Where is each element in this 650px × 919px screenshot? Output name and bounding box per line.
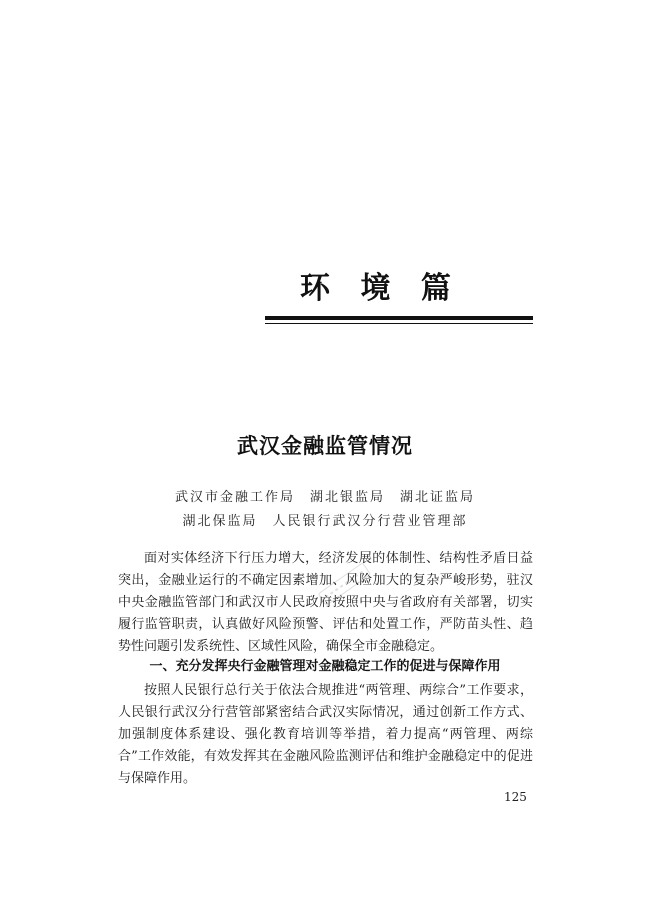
body-paragraph-1: 按照人民银行总行关于依法合规推进“两管理、两综合”工作要求，人民银行武汉分行营管部紧密结合武汉实际情况，通过创新工作方式、加强制度体系建设、强化教育培训等举措，着力提高“两管理、两综合”工作效能，有效发挥其在金融风险监测评估和维护金融稳定中的促进与保障作用。 xyxy=(118,683,533,786)
intro-paragraph: 面对实体经济下行压力增大，经济发展的体制性、结构性矛盾日益突出，金融业运行的不确定因素增加、风险加大的复杂严峻形势，驻汉中央金融监管部门和武汉市人民政府按照中央与省政府有关部署，切实履行监管职责，认真做好风险预警、评估和处置工作，严防苗头性、趋势性问题引发系统性、区域性风险，确保全市金融稳定。 xyxy=(118,551,533,654)
section-heading-1: 一、充分发挥央行金融管理对金融稳定工作的促进与保障作用 xyxy=(149,659,501,674)
section-rule-thin xyxy=(265,323,533,324)
page-number: 125 xyxy=(504,790,527,804)
authors-line-2: 湖北保监局 人民银行武汉分行营业管理部 xyxy=(182,514,468,529)
section-rule-thick xyxy=(265,316,533,320)
watermark-stamp-icon xyxy=(310,555,380,615)
authors-line-1: 武汉市金融工作局 湖北银监局 湖北证监局 xyxy=(174,490,475,505)
section-title: 环 境 篇 xyxy=(300,271,461,306)
article-title: 武汉金融监管情况 xyxy=(237,433,413,458)
